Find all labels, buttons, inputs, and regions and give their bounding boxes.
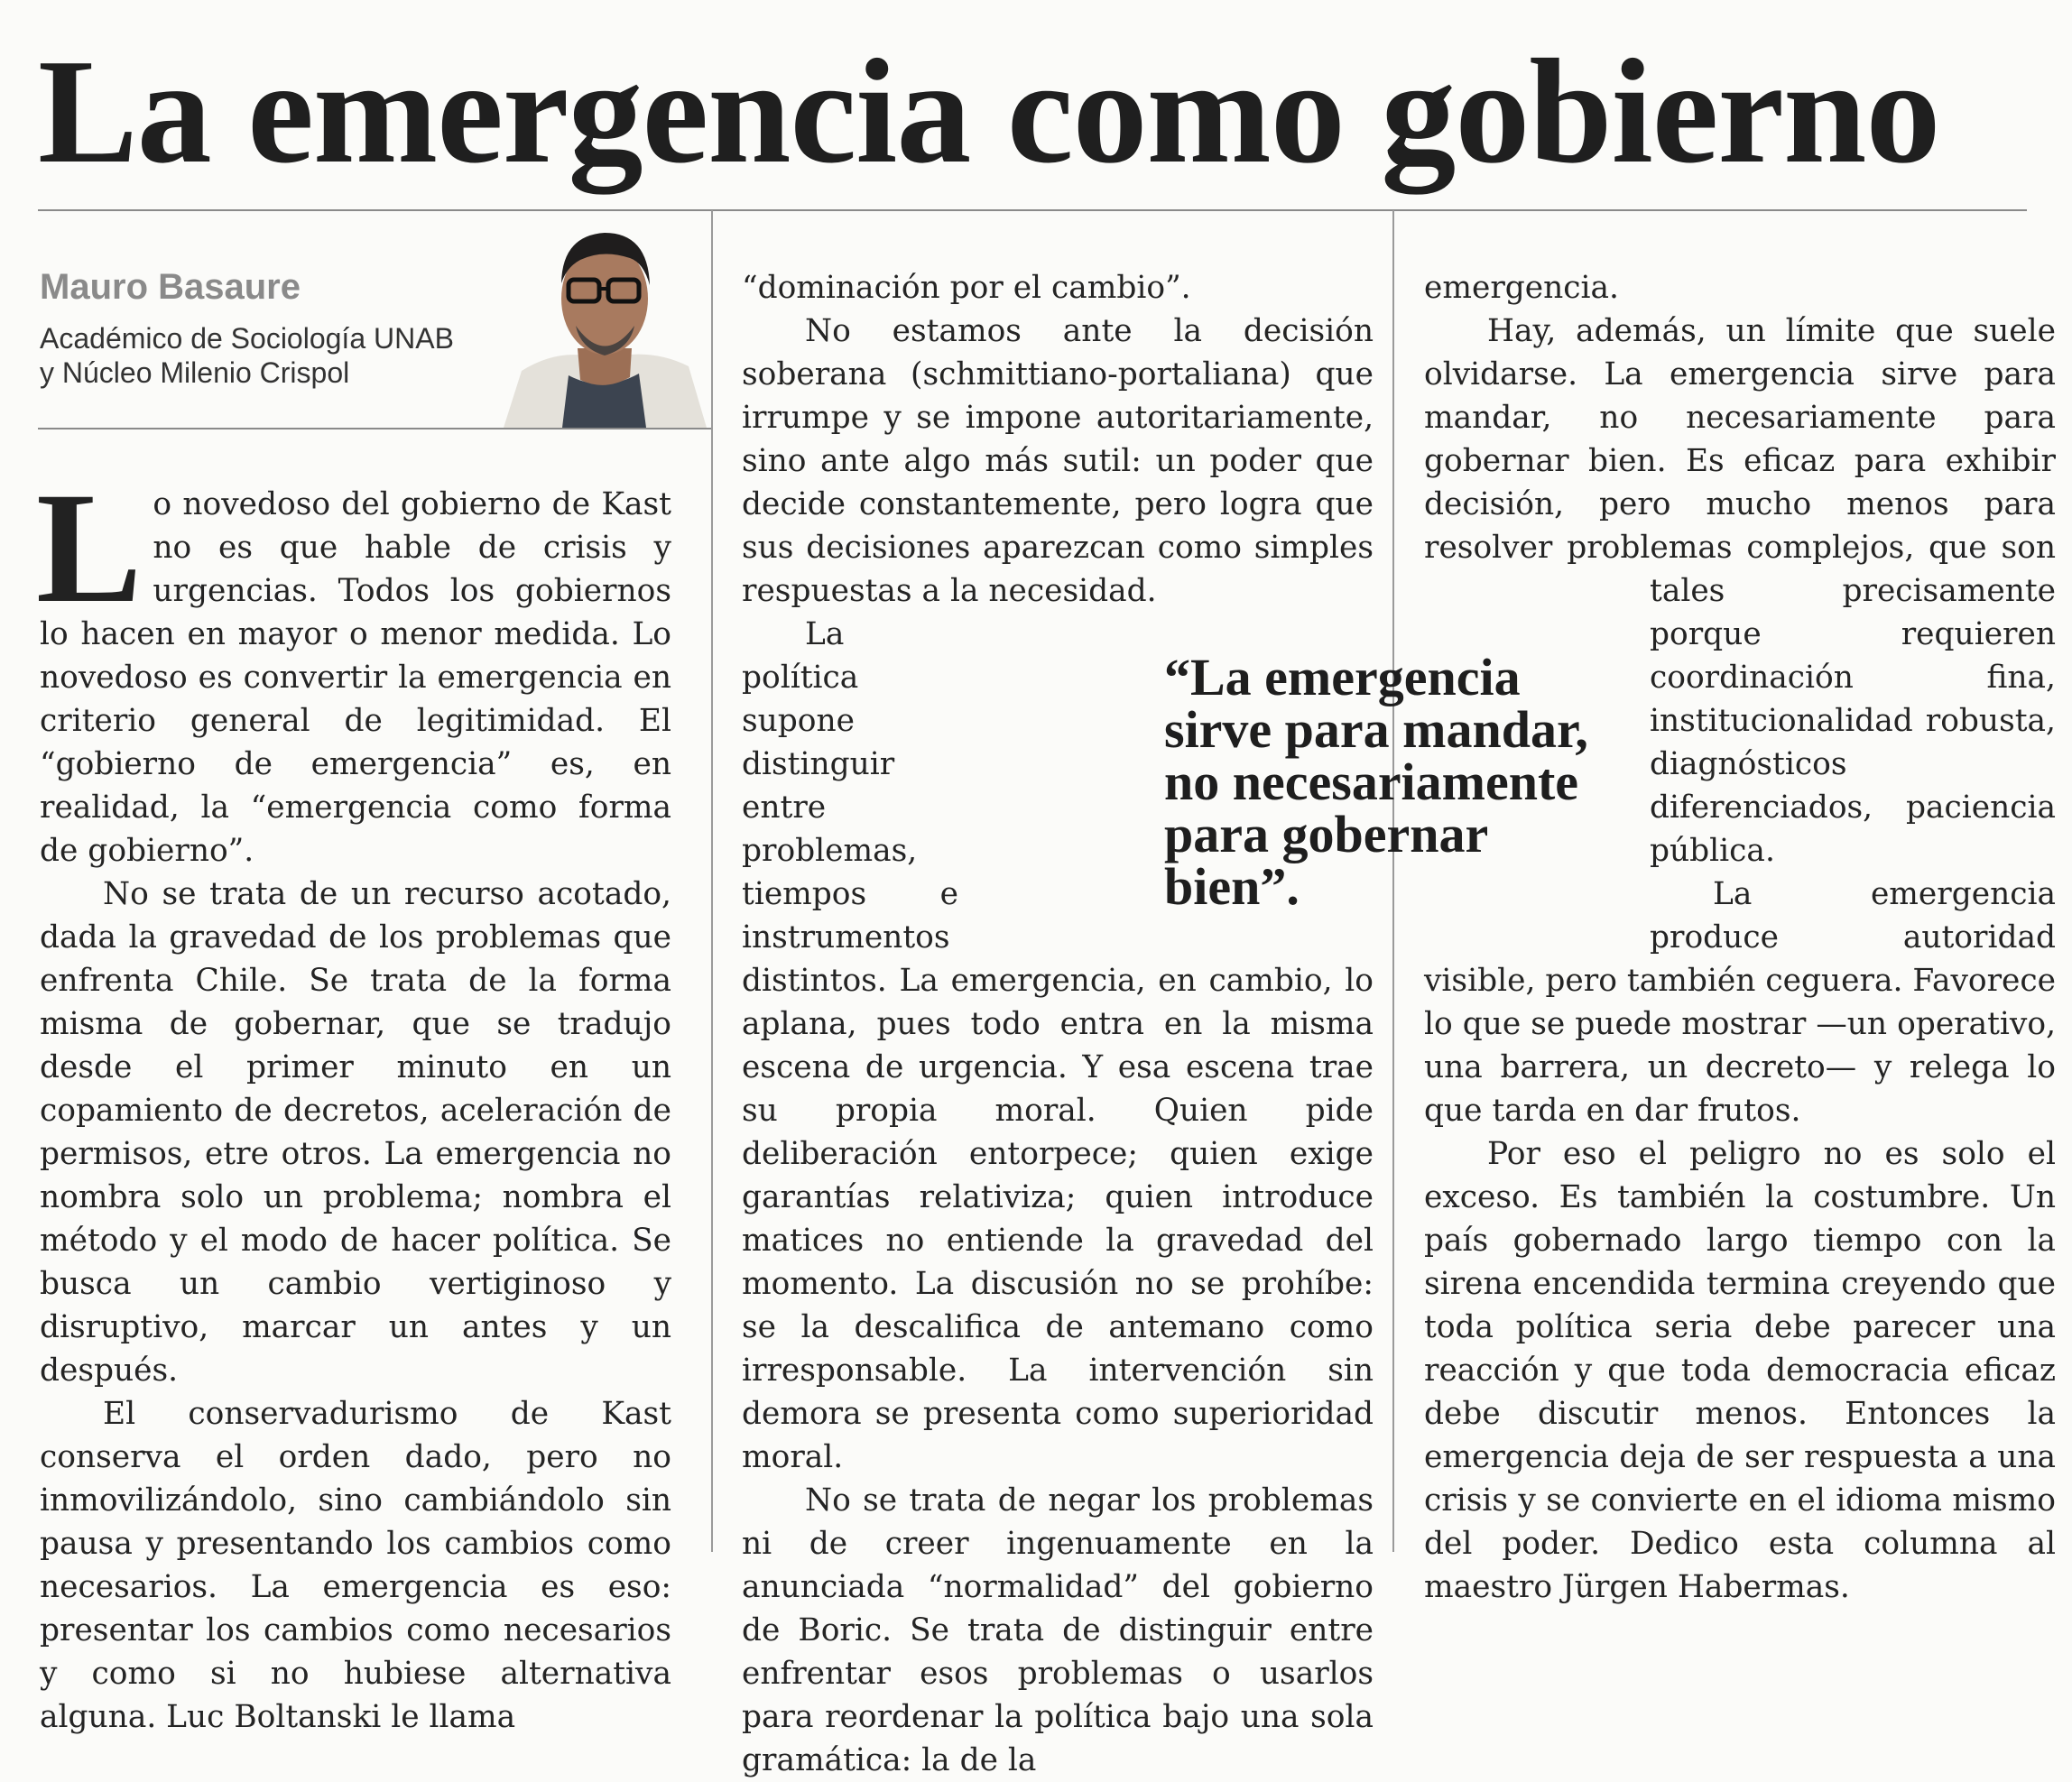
drop-cap: L [36, 460, 143, 636]
paragraph: La emergencia produce autoridad visible, pero también ceguera. Favorece lo que se puede mostrar —un operativo, una barrera, un decreto— y relega lo que tarda en dar frutos. [1424, 876, 2056, 1129]
top-rule [38, 209, 2027, 211]
article-column-3 [1424, 266, 2056, 1609]
author-role-line2: y Núcleo Milenio Crispol [40, 356, 350, 389]
pull-quote-line: para gobernar [1164, 805, 1489, 863]
column-divider-1 [711, 210, 713, 1552]
pull-quote-line: bien”. [1164, 857, 1300, 916]
paragraph: No se trata de un recurso acotado, dada la gravedad de los problemas que enfrenta Chile. Se trata de la forma misma de gobernar, que se tradujo desde el primer minuto en un copamiento de decretos, aceleración de permisos, etre otros. La emergencia no nombra solo un problema; nombra el método y el modo de hacer política. Se busca un cambio vertiginoso y disruptivo, marcar un antes y un después. [40, 876, 671, 1389]
paragraph: El conservadurismo de Kast conserva el orden dado, pero no inmovilizándolo, sino cambiándolo sin pausa y presentando los cambios como necesarios. La emergencia es eso: presentar los cambios como necesarios y como si no hubiese alternativa alguna. Luc Boltanski le llama [40, 1396, 671, 1735]
paragraph: emergencia. [1424, 270, 1619, 306]
pull-quote [1164, 648, 1633, 916]
author-name: Mauro Basaure [40, 267, 301, 307]
pull-quote-line: “La emergencia [1164, 648, 1521, 706]
paragraph: La política supone distinguir entre problemas, tiempos e instrumentos distintos. La emergencia, en cambio, lo aplana, pues todo entra en la misma escena de urgencia. Y esa escena trae su propia moral. Quien pide deliberación entorpece; quien exige garantías relativiza; quien introduce matices no entiende la gravedad del momento. La discusión no se prohíbe: se la descalifica de antemano como irresponsable. La intervención sin demora se presenta como superioridad moral. [742, 616, 1374, 1475]
article-column-1 [36, 460, 671, 1739]
byline-rule [38, 428, 711, 429]
paragraph: o novedoso del gobierno de Kast no es que hable de crisis y urgencias. Todos los gobiernos lo hacen en mayor o menor medida. Lo novedoso es convertir la emergencia en criterio general de legitimidad. El “gobierno de emergencia” es, en realidad, la “emergencia como forma de gobierno”. [40, 486, 671, 869]
paragraph: No estamos ante la decisión soberana (schmittiano-portaliana) que irrumpe y se impone autoritariamente, sino ante algo más sutil: un poder que decide constantemente, pero logra que sus decisiones aparezcan como simples respuestas a la necesidad. [742, 313, 1374, 609]
article-column-2 [742, 266, 1374, 1782]
pull-quote-line: sirve para mandar, [1164, 700, 1588, 759]
pull-quote-line: no necesariamente [1164, 753, 1579, 811]
paragraph: No se trata de negar los problemas ni de creer ingenuamente en la anunciada “normalidad” del gobierno de Boric. Se trata de distinguir entre enfrentar esos problemas o usarlos para reordenar la política bajo una sola gramática: la de la [742, 1482, 1374, 1778]
headline: La emergencia como gobierno [38, 28, 1940, 194]
paragraph: Por eso el peligro no es solo el exceso. Es también la costumbre. Un país gobernado largo tiempo con la sirena encendida termina creyendo que toda política seria debe parecer una reacción y que toda democracia eficaz debe discutir menos. Entonces la emergencia deja de ser respuesta a una crisis y se convierte en el idioma mismo del poder. Dedico esta columna al maestro Jürgen Habermas. [1424, 1136, 2056, 1605]
author-photo [495, 213, 711, 428]
author-role-line1: Académico de Sociología UNAB [40, 322, 454, 355]
paragraph: Hay, además, un límite que suele olvidarse. La emergencia sirve para mandar, no necesariamente para gobernar bien. Es eficaz para exhibir decisión, pero mucho menos para resolver problemas complejos, que son tales precisamente porque requieren coordinación fina, institucionalidad robusta, diagnósticos diferenciados, paciencia pública. [1424, 313, 2056, 869]
paragraph: “dominación por el cambio”. [742, 270, 1191, 306]
